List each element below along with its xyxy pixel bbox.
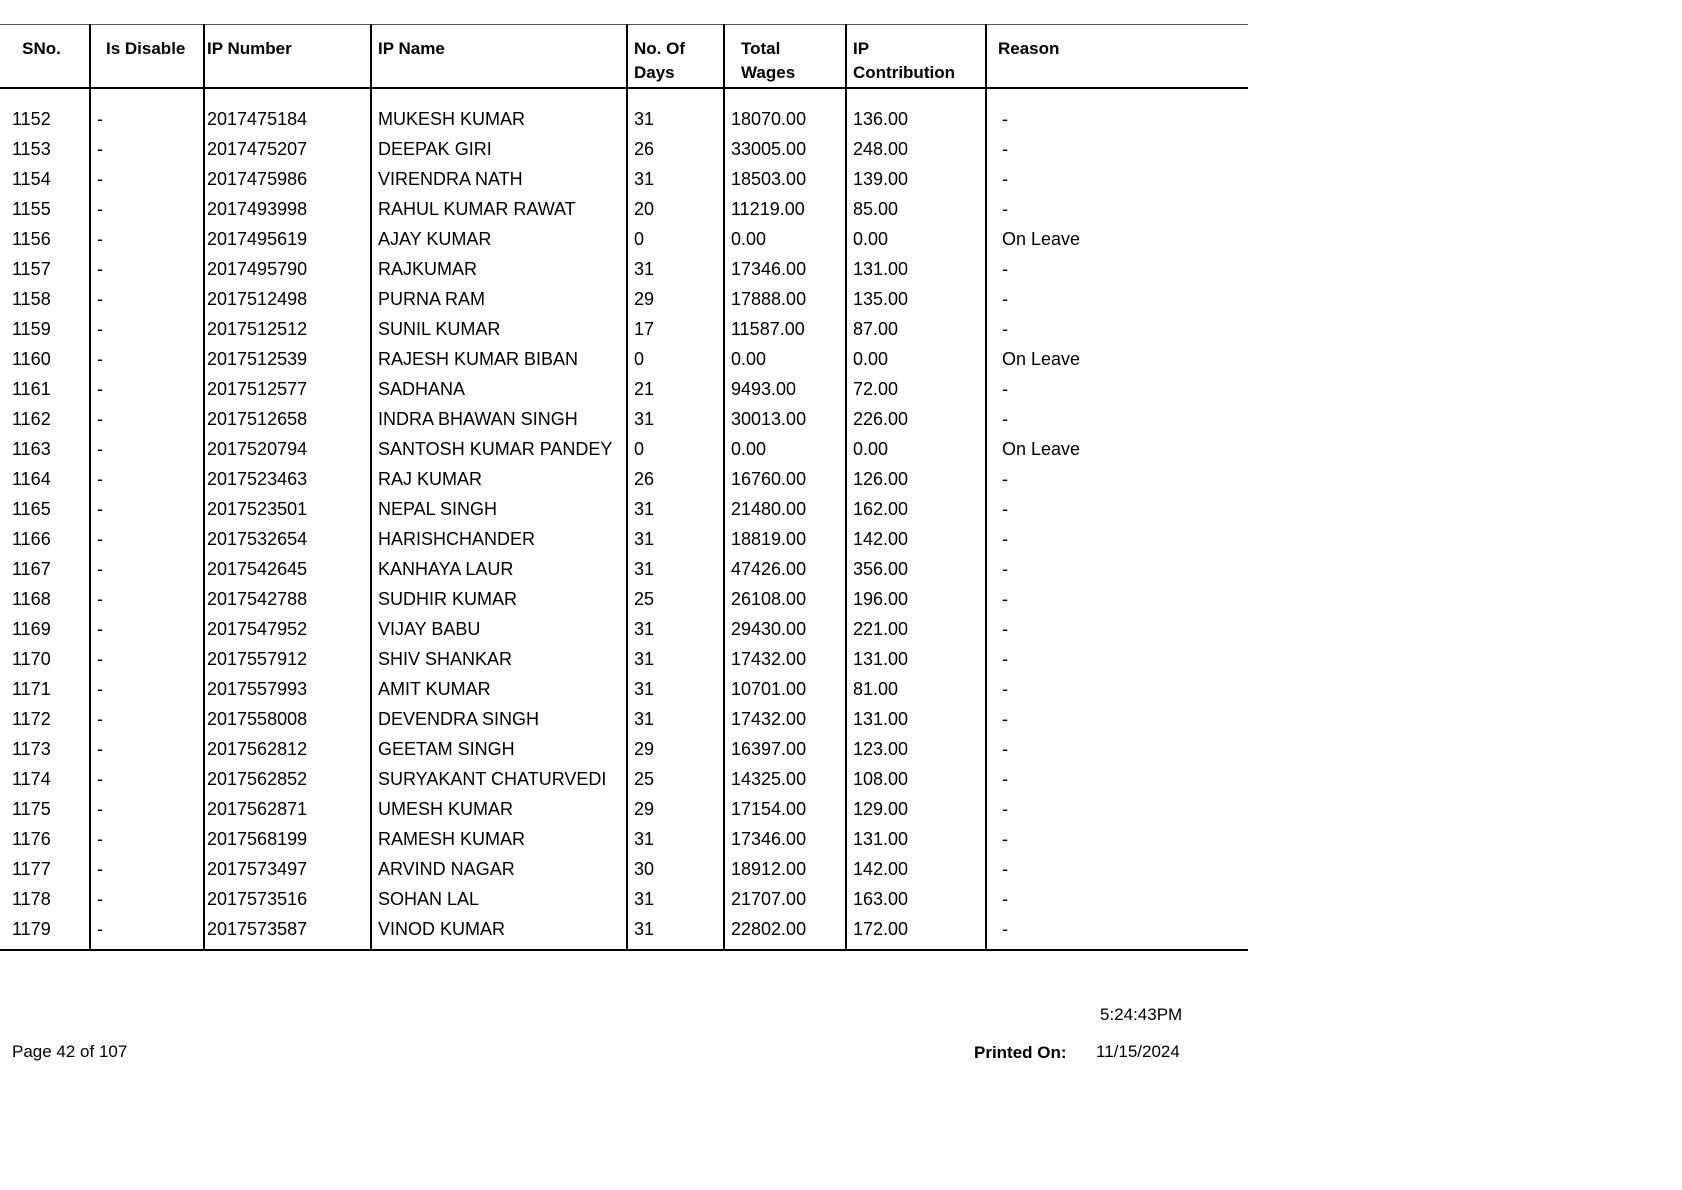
cell-ip-name: UMESH KUMAR: [371, 795, 627, 825]
cell-ip-name: SADHANA: [371, 375, 627, 405]
cell-ip-contribution: 81.00: [846, 675, 986, 705]
header-row: [0, 25, 1248, 89]
header-ip-number: [204, 25, 371, 89]
cell-is-disable: -: [90, 105, 204, 135]
cell-is-disable: -: [90, 855, 204, 885]
header-is-disable-label: Is Disable: [106, 39, 186, 58]
table-row: [0, 405, 1248, 435]
table-row: [0, 345, 1248, 375]
cell-sno: 1174: [12, 769, 51, 789]
page-number: Page 42 of 107: [12, 1042, 128, 1061]
cell-no-of-days: 31: [627, 105, 724, 135]
table-header: [0, 25, 1248, 89]
print-time: 5:24:43PM: [1100, 1005, 1183, 1024]
cell-no-of-days: 0: [627, 345, 724, 375]
cell-ip-number: 2017542645: [204, 555, 371, 585]
cell-ip-contribution: 85.00: [846, 195, 986, 225]
cell-is-disable: -: [90, 195, 204, 225]
cell-total-wages: 47426.00: [724, 555, 846, 585]
cell-ip-name: SUNIL KUMAR: [371, 315, 627, 345]
cell-total-wages: 17346.00: [724, 825, 846, 855]
cell-is-disable: -: [90, 315, 204, 345]
cell-no-of-days: 31: [627, 885, 724, 915]
cell-no-of-days: 30: [627, 855, 724, 885]
cell-ip-number: 2017562871: [204, 795, 371, 825]
cell-ip-number: 2017573516: [204, 885, 371, 915]
cell-is-disable: -: [90, 765, 204, 795]
cell-ip-contribution: 0.00: [846, 225, 986, 255]
cell-is-disable: -: [90, 165, 204, 195]
cell-is-disable: -: [90, 375, 204, 405]
cell-ip-name: PURNA RAM: [371, 285, 627, 315]
cell-total-wages: 26108.00: [724, 585, 846, 615]
table-row: [0, 285, 1248, 315]
cell-no-of-days: 17: [627, 315, 724, 345]
cell-total-wages: 29430.00: [724, 615, 846, 645]
cell-ip-contribution: 142.00: [846, 525, 986, 555]
cell-is-disable: -: [90, 645, 204, 675]
header-total-wages-line1: Total: [741, 39, 781, 58]
cell-no-of-days: 31: [627, 645, 724, 675]
cell-ip-contribution: 139.00: [846, 165, 986, 195]
cell-ip-contribution: 248.00: [846, 135, 986, 165]
cell-ip-name: RAJESH KUMAR BIBAN: [371, 345, 627, 375]
table-row: [0, 915, 1248, 950]
header-no-of-days: [627, 25, 724, 89]
cell-ip-name: KANHAYA LAUR: [371, 555, 627, 585]
cell-ip-number: 2017495790: [204, 255, 371, 285]
cell-ip-number: 2017495619: [204, 225, 371, 255]
table-row: [0, 465, 1248, 495]
cell-ip-contribution: 131.00: [846, 645, 986, 675]
table-body: [0, 88, 1248, 950]
cell-ip-name: DEEPAK GIRI: [371, 135, 627, 165]
header-sno: [0, 25, 90, 89]
cell-ip-name: SANTOSH KUMAR PANDEY: [371, 435, 627, 465]
cell-sno: 1176: [12, 829, 51, 849]
cell-ip-name: VIRENDRA NATH: [371, 165, 627, 195]
cell-total-wages: 21707.00: [724, 885, 846, 915]
cell-ip-name: SHIV SHANKAR: [371, 645, 627, 675]
cell-reason: On Leave: [986, 435, 1248, 465]
cell-no-of-days: 31: [627, 555, 724, 585]
table-row: [0, 825, 1248, 855]
table-row: [0, 435, 1248, 465]
cell-ip-name: VINOD KUMAR: [371, 915, 627, 950]
cell-sno: 1175: [12, 799, 51, 819]
cell-reason: On Leave: [986, 225, 1248, 255]
cell-total-wages: 14325.00: [724, 765, 846, 795]
cell-ip-name: NEPAL SINGH: [371, 495, 627, 525]
cell-no-of-days: 29: [627, 285, 724, 315]
cell-total-wages: 21480.00: [724, 495, 846, 525]
cell-no-of-days: 0: [627, 225, 724, 255]
table-row: [0, 135, 1248, 165]
cell-is-disable: -: [90, 465, 204, 495]
cell-ip-number: 2017558008: [204, 705, 371, 735]
table-row: [0, 705, 1248, 735]
cell-ip-name: VIJAY BABU: [371, 615, 627, 645]
table-row: [0, 225, 1248, 255]
cell-no-of-days: 31: [627, 825, 724, 855]
cell-reason: -: [986, 105, 1248, 135]
cell-reason: -: [986, 705, 1248, 735]
cell-ip-name: INDRA BHAWAN SINGH: [371, 405, 627, 435]
cell-reason: -: [986, 195, 1248, 225]
table-row: [0, 105, 1248, 135]
cell-total-wages: 0.00: [724, 435, 846, 465]
cell-sno: 1172: [12, 709, 51, 729]
cell-sno: 1173: [12, 739, 51, 759]
cell-ip-name: SOHAN LAL: [371, 885, 627, 915]
cell-reason: -: [986, 465, 1248, 495]
cell-ip-contribution: 126.00: [846, 465, 986, 495]
table-row: [0, 315, 1248, 345]
cell-reason: On Leave: [986, 345, 1248, 375]
cell-reason: -: [986, 405, 1248, 435]
contribution-table-wrapper: [0, 24, 1248, 951]
cell-ip-contribution: 163.00: [846, 885, 986, 915]
cell-is-disable: -: [90, 255, 204, 285]
cell-no-of-days: 29: [627, 795, 724, 825]
cell-total-wages: 17154.00: [724, 795, 846, 825]
cell-is-disable: -: [90, 585, 204, 615]
cell-ip-number: 2017523501: [204, 495, 371, 525]
cell-ip-name: AJAY KUMAR: [371, 225, 627, 255]
cell-is-disable: -: [90, 135, 204, 165]
cell-no-of-days: 25: [627, 765, 724, 795]
table-row: [0, 795, 1248, 825]
cell-ip-name: AMIT KUMAR: [371, 675, 627, 705]
cell-total-wages: 11587.00: [724, 315, 846, 345]
cell-no-of-days: 31: [627, 525, 724, 555]
cell-is-disable: -: [90, 705, 204, 735]
table-row: [0, 255, 1248, 285]
cell-is-disable: -: [90, 495, 204, 525]
table-row: [0, 375, 1248, 405]
cell-no-of-days: 25: [627, 585, 724, 615]
cell-sno: 1170: [12, 649, 51, 669]
cell-reason: -: [986, 615, 1248, 645]
cell-ip-number: 2017573587: [204, 915, 371, 950]
cell-ip-contribution: 142.00: [846, 855, 986, 885]
cell-ip-number: 2017512658: [204, 405, 371, 435]
table-row: [0, 585, 1248, 615]
cell-is-disable: -: [90, 795, 204, 825]
cell-ip-contribution: 221.00: [846, 615, 986, 645]
cell-ip-number: 2017562812: [204, 735, 371, 765]
cell-no-of-days: 31: [627, 675, 724, 705]
cell-reason: -: [986, 585, 1248, 615]
header-ip-contribution: [846, 25, 986, 89]
cell-reason: -: [986, 885, 1248, 915]
cell-total-wages: 17432.00: [724, 705, 846, 735]
cell-ip-number: 2017475207: [204, 135, 371, 165]
cell-ip-name: RAJKUMAR: [371, 255, 627, 285]
cell-reason: -: [986, 135, 1248, 165]
cell-total-wages: 18503.00: [724, 165, 846, 195]
cell-ip-number: 2017475986: [204, 165, 371, 195]
cell-sno: 1159: [12, 319, 51, 339]
cell-no-of-days: 31: [627, 495, 724, 525]
cell-ip-name: GEETAM SINGH: [371, 735, 627, 765]
cell-is-disable: -: [90, 435, 204, 465]
cell-reason: -: [986, 915, 1248, 950]
cell-reason: -: [986, 855, 1248, 885]
cell-sno: 1169: [12, 619, 51, 639]
cell-reason: -: [986, 315, 1248, 345]
cell-total-wages: 18912.00: [724, 855, 846, 885]
cell-sno: 1178: [12, 889, 51, 909]
cell-no-of-days: 31: [627, 615, 724, 645]
cell-sno: 1152: [12, 109, 51, 129]
cell-reason: -: [986, 765, 1248, 795]
cell-total-wages: 0.00: [724, 225, 846, 255]
cell-reason: -: [986, 255, 1248, 285]
cell-ip-contribution: 356.00: [846, 555, 986, 585]
cell-total-wages: 22802.00: [724, 915, 846, 950]
cell-sno: 1168: [12, 589, 51, 609]
cell-total-wages: 18819.00: [724, 525, 846, 555]
table-row: [0, 165, 1248, 195]
cell-total-wages: 18070.00: [724, 105, 846, 135]
cell-reason: -: [986, 735, 1248, 765]
cell-total-wages: 17346.00: [724, 255, 846, 285]
cell-total-wages: 17432.00: [724, 645, 846, 675]
cell-sno: 1167: [12, 559, 51, 579]
cell-no-of-days: 0: [627, 435, 724, 465]
header-sno-label: SNo.: [22, 39, 61, 58]
header-reason: [986, 25, 1248, 89]
cell-ip-number: 2017512577: [204, 375, 371, 405]
cell-ip-contribution: 162.00: [846, 495, 986, 525]
header-ip-number-label: IP Number: [207, 39, 292, 58]
cell-ip-contribution: 131.00: [846, 705, 986, 735]
cell-no-of-days: 26: [627, 135, 724, 165]
cell-total-wages: 11219.00: [724, 195, 846, 225]
cell-ip-number: 2017557993: [204, 675, 371, 705]
cell-no-of-days: 31: [627, 915, 724, 950]
cell-no-of-days: 21: [627, 375, 724, 405]
cell-ip-name: RAMESH KUMAR: [371, 825, 627, 855]
cell-is-disable: -: [90, 345, 204, 375]
cell-ip-name: SURYAKANT CHATURVEDI: [371, 765, 627, 795]
header-ip-name: [371, 25, 627, 89]
cell-is-disable: -: [90, 915, 204, 950]
cell-no-of-days: 31: [627, 405, 724, 435]
cell-sno: 1161: [12, 379, 51, 399]
cell-sno: 1154: [12, 169, 51, 189]
cell-sno: 1165: [12, 499, 51, 519]
cell-ip-contribution: 226.00: [846, 405, 986, 435]
cell-ip-contribution: 131.00: [846, 825, 986, 855]
cell-reason: -: [986, 645, 1248, 675]
cell-is-disable: -: [90, 405, 204, 435]
cell-reason: -: [986, 285, 1248, 315]
cell-reason: -: [986, 375, 1248, 405]
cell-ip-number: 2017512539: [204, 345, 371, 375]
cell-reason: -: [986, 555, 1248, 585]
cell-sno: 1157: [12, 259, 51, 279]
cell-sno: 1179: [12, 919, 51, 939]
cell-no-of-days: 31: [627, 165, 724, 195]
header-no-of-days-line1: No. Of: [634, 39, 685, 58]
cell-ip-name: RAHUL KUMAR RAWAT: [371, 195, 627, 225]
contribution-table: [0, 24, 1248, 951]
cell-sno: 1163: [12, 439, 51, 459]
cell-is-disable: -: [90, 615, 204, 645]
cell-is-disable: -: [90, 285, 204, 315]
cell-reason: -: [986, 525, 1248, 555]
cell-sno: 1160: [12, 349, 51, 369]
cell-reason: -: [986, 495, 1248, 525]
table-row: [0, 555, 1248, 585]
cell-ip-contribution: 172.00: [846, 915, 986, 950]
cell-reason: -: [986, 795, 1248, 825]
cell-ip-number: 2017493998: [204, 195, 371, 225]
table-spacer-row: [0, 88, 1248, 105]
cell-total-wages: 10701.00: [724, 675, 846, 705]
cell-sno: 1162: [12, 409, 51, 429]
cell-ip-number: 2017512498: [204, 285, 371, 315]
cell-ip-number: 2017557912: [204, 645, 371, 675]
cell-ip-number: 2017547952: [204, 615, 371, 645]
cell-sno: 1171: [12, 679, 51, 699]
cell-ip-contribution: 135.00: [846, 285, 986, 315]
cell-ip-contribution: 0.00: [846, 345, 986, 375]
cell-total-wages: 33005.00: [724, 135, 846, 165]
printed-on-label: Printed On:: [974, 1043, 1067, 1062]
header-ip-contribution-line1: IP: [853, 39, 870, 58]
cell-ip-contribution: 87.00: [846, 315, 986, 345]
table-row: [0, 765, 1248, 795]
header-total-wages-line2: Wages: [741, 63, 796, 82]
table-row: [0, 195, 1248, 225]
cell-total-wages: 0.00: [724, 345, 846, 375]
cell-is-disable: -: [90, 555, 204, 585]
table-row: [0, 645, 1248, 675]
table-row: [0, 885, 1248, 915]
table-row: [0, 855, 1248, 885]
cell-ip-number: 2017523463: [204, 465, 371, 495]
cell-is-disable: -: [90, 825, 204, 855]
cell-ip-number: 2017475184: [204, 105, 371, 135]
cell-sno: 1177: [12, 859, 51, 879]
header-total-wages: [724, 25, 846, 89]
cell-ip-name: SUDHIR KUMAR: [371, 585, 627, 615]
cell-no-of-days: 26: [627, 465, 724, 495]
cell-ip-number: 2017532654: [204, 525, 371, 555]
cell-ip-contribution: 136.00: [846, 105, 986, 135]
cell-reason: -: [986, 675, 1248, 705]
cell-ip-name: MUKESH KUMAR: [371, 105, 627, 135]
cell-no-of-days: 31: [627, 705, 724, 735]
cell-ip-number: 2017562852: [204, 765, 371, 795]
cell-sno: 1158: [12, 289, 51, 309]
printed-on-date: 11/15/2024: [1096, 1042, 1180, 1061]
cell-reason: -: [986, 825, 1248, 855]
cell-no-of-days: 20: [627, 195, 724, 225]
cell-ip-number: 2017512512: [204, 315, 371, 345]
cell-is-disable: -: [90, 735, 204, 765]
cell-ip-name: RAJ KUMAR: [371, 465, 627, 495]
cell-ip-name: ARVIND NAGAR: [371, 855, 627, 885]
cell-sno: 1166: [12, 529, 51, 549]
table-row: [0, 525, 1248, 555]
cell-total-wages: 17888.00: [724, 285, 846, 315]
cell-is-disable: -: [90, 525, 204, 555]
cell-is-disable: -: [90, 225, 204, 255]
cell-ip-name: HARISHCHANDER: [371, 525, 627, 555]
cell-ip-number: 2017573497: [204, 855, 371, 885]
cell-ip-contribution: 108.00: [846, 765, 986, 795]
header-is-disable: [90, 25, 204, 89]
cell-ip-name: DEVENDRA SINGH: [371, 705, 627, 735]
cell-total-wages: 9493.00: [724, 375, 846, 405]
header-ip-contribution-line2: Contribution: [853, 63, 955, 82]
cell-ip-contribution: 72.00: [846, 375, 986, 405]
cell-ip-number: 2017542788: [204, 585, 371, 615]
cell-ip-contribution: 123.00: [846, 735, 986, 765]
table-row: [0, 495, 1248, 525]
cell-sno: 1153: [12, 139, 51, 159]
cell-ip-number: 2017568199: [204, 825, 371, 855]
cell-ip-contribution: 129.00: [846, 795, 986, 825]
cell-is-disable: -: [90, 675, 204, 705]
header-no-of-days-line2: Days: [634, 63, 675, 82]
cell-sno: 1156: [12, 229, 51, 249]
cell-sno: 1164: [12, 469, 51, 489]
cell-ip-contribution: 0.00: [846, 435, 986, 465]
cell-total-wages: 16397.00: [724, 735, 846, 765]
table-row: [0, 735, 1248, 765]
cell-total-wages: 30013.00: [724, 405, 846, 435]
cell-ip-contribution: 131.00: [846, 255, 986, 285]
cell-ip-number: 2017520794: [204, 435, 371, 465]
header-reason-label: Reason: [998, 39, 1060, 58]
cell-no-of-days: 29: [627, 735, 724, 765]
cell-no-of-days: 31: [627, 255, 724, 285]
cell-ip-contribution: 196.00: [846, 585, 986, 615]
table-row: [0, 615, 1248, 645]
cell-total-wages: 16760.00: [724, 465, 846, 495]
header-ip-name-label: IP Name: [378, 39, 445, 58]
cell-sno: 1155: [12, 199, 51, 219]
table-row: [0, 675, 1248, 705]
cell-is-disable: -: [90, 885, 204, 915]
cell-reason: -: [986, 165, 1248, 195]
